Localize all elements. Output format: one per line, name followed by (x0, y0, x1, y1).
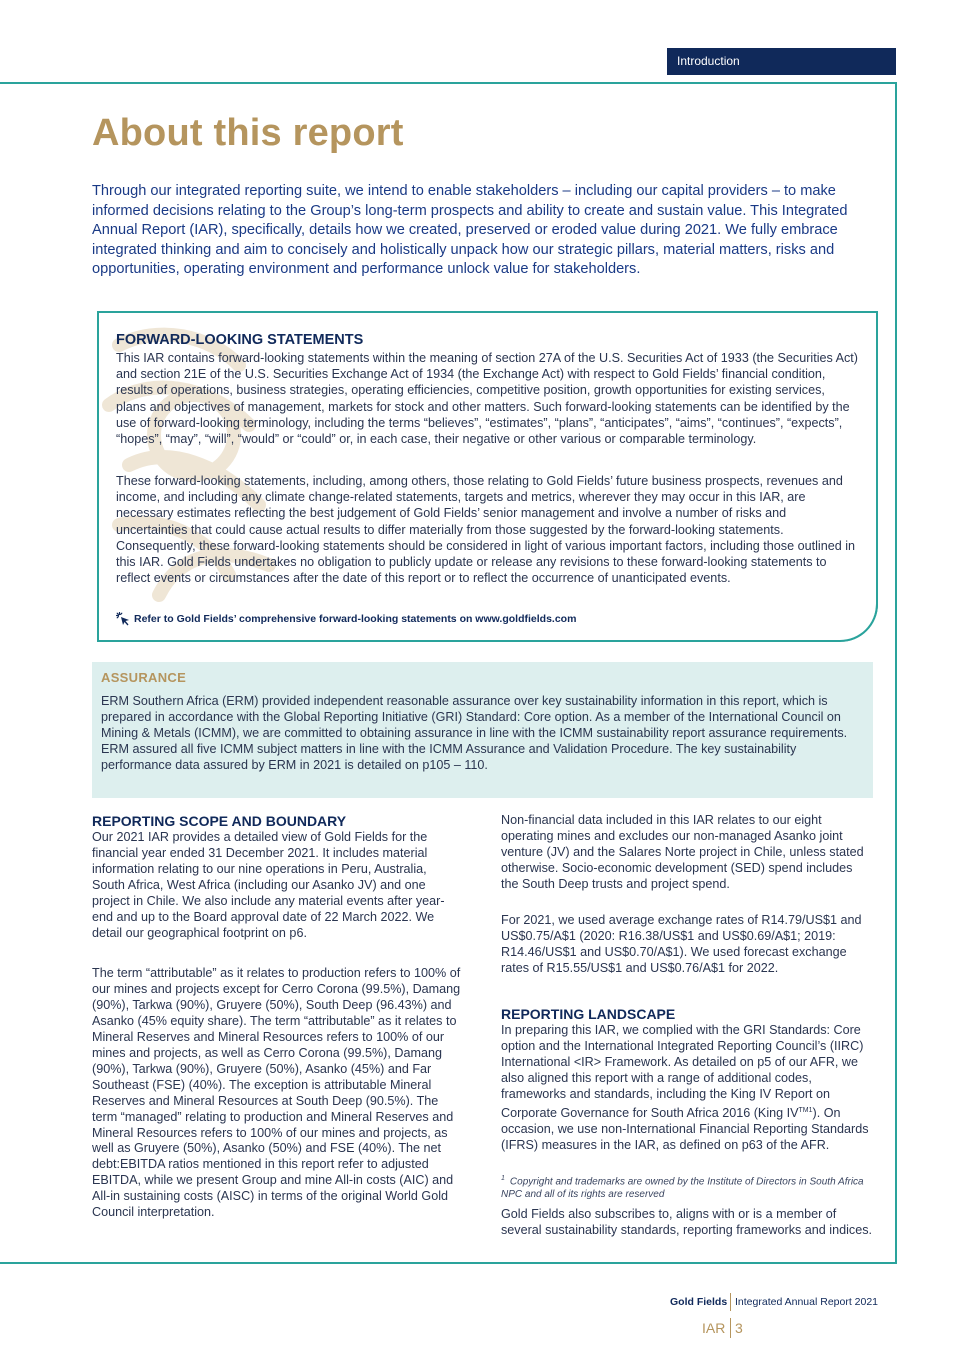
scope-paragraph-1: Our 2021 IAR provides a detailed view of Gold Fields for the financial year ended 31 December 2021. It includes material information relating to our nine operations in Peru, Australia, South Africa, West Africa (including our Asanko JV) and one project in Chile. We also include any material events after year-end and up to the Board approval date of 22 March 2022. We detail our geographical footprint on p6. (92, 830, 445, 940)
forward-looking-paragraph-2: These forward-looking statements, including, among others, those relating to Gold Fields’ future business prospects, revenues and income, and including any climate change-related statements, targets and metrics, wherever they may occur in this IAR, are necessary estimates reflecting the best judgement of Gold Fields’ senior management and involve a number of risks and uncertainties that could cause actual results to differ materially from those suggested by the forward-looking statements. Consequently, these forward-looking statements should be considered in light of various important factors, including those outlined in this IAR. Gold Fields undertakes no obligation to publicly update or release any revisions to these forward-looking statements to reflect events or circumstances after the date of this report or to reflect the occurrence of unanticipated events. (116, 474, 856, 586)
pointer-click-icon (116, 612, 130, 626)
frame-right-rule (895, 82, 897, 1264)
frame-top-rule (0, 82, 897, 84)
landscape-footnote: $^1$ Copyright and trademarks are owned by the Institute of Directors in South Africa NPC and all of its rights are reserved (501, 1175, 864, 1201)
landscape-paragraph-2: Gold Fields also subscribes to, aligns with or is a member of several sustainability standards, reporting frameworks and indices. (501, 1207, 872, 1237)
page-number: 3 (735, 1320, 743, 1336)
scope-paragraph-2: The term “attributable” as it relates to production refers to 100% of our mines and projects except for Cerro Corona (99.5%), Damang (90%), Tarkwa (90%), Gruyere (50%), South Deep (96.43%) and Asanko (45% equity share). The term “attributable” as it relates to Mineral Reserves and Mineral Resources refers to 100% of our mines and projects, as well as Cerro Corona (99.5%), Damang (90%), Tarkwa (90%), Gruyere (50%), Asanko (45%) and Far Southeast (FSE) (40%). The exception is attributable Mineral Reserves and Mineral Resources at South Deep (90.5%). The term “managed” relating to production and Mineral Reserves and Mineral Resources refers to 100% of our mines and projects, as well as Gruyere (50%), Asanko (50%) and FSE (40%). The net debt:EBITDA ratios mentioned in this report refer to adjusted EBITDA, while we present Group and mine All-in costs (AIC) and All-in sustaining costs (AISC) in terms of the original World Gold Council interpretation. (92, 966, 461, 1220)
page-number-divider (730, 1318, 731, 1338)
scope-heading: REPORTING SCOPE AND BOUNDARY (92, 813, 347, 829)
footer-divider (730, 1293, 731, 1311)
assurance-heading: ASSURANCE (101, 670, 187, 685)
page-title: About this report (92, 112, 404, 154)
assurance-box (92, 662, 873, 798)
scope-paragraph-4: For 2021, we used average exchange rates of R14.79/US$1 and US$0.75/A$1 (2020: R16.38/US$1 and US$0.69/A$1; 2019: R14.46/US$1 and US$0.70/A$1). We used forecast exchange rates of R15.55/US$1 and US$0.76/A$1 for 2022. (501, 913, 862, 975)
frame-bottom-rule (0, 1262, 897, 1264)
section-tab: Introduction (667, 48, 896, 75)
forward-looking-reference-text[interactable]: Refer to Gold Fields’ comprehensive forward-looking statements on www.goldfields.com (134, 613, 577, 625)
scope-paragraph-3: Non-financial data included in this IAR relates to our eight operating mines and excludes our non-managed Asanko joint venture (JV) and the Salares Norte project in Chile, unless stated otherwise. Socio-economic development (SED) spend includes the South Deep trusts and project spend. (501, 813, 864, 891)
footer-section-label: IAR (702, 1320, 726, 1336)
assurance-body: ERM Southern Africa (ERM) provided independent reasonable assurance over key sustainability information in this report, which is prepared in accordance with the Global Reporting Initiative (GRI) Standard: Core option. As a member of the International Council on Mining & Metals (ICMM), we are committed to obtaining assurance in line with the ICMM sustainability report assurance requirements. ERM assured all five ICMM subject matters in line with the ICMM Assurance and Validation Procedure. The key sustainability performance data assured by ERM in 2021 is detailed on p105 – 110. (101, 694, 848, 772)
footer-report-title: Integrated Annual Report 2021 (735, 1296, 879, 1308)
forward-looking-paragraph-1: This IAR contains forward-looking statements within the meaning of section 27A of the U.S. Securities Act of 1933 (the Securities Act) and section 21E of the U.S. Securities Exchange Act of 1934 (the Exchange Act) with respect to Gold Fields’ financial condition, results of operations, business strategies, operating efficiencies, competitive position, growth opportunities for existing services, plans and objectives of management, markets for stock and other matters. Such forward-looking statements can be identified by the use of forward-looking terminology, including the terms “believes”, “estimates”, “plans”, “anticipates”, “aims”, “continues”, “expects”, “hopes”, “may”, “will”, “would” or “could” or, in each case, their negative or other various or comparable terminology. (116, 351, 859, 447)
intro-paragraph: Through our integrated reporting suite, we intend to enable stakeholders – including our capital providers – to make informed decisions relating to the Group’s long-term prospects and ability to create and sustain value. This Integrated Annual Report (IAR), specifically, details how we created, preserved or eroded value during 2021. We fully embrace integrated thinking and aim to concisely and holistically unpack how our strategic pillars, material matters, risks and opportunities, operating environment and performance unlock value for stakeholders. (92, 183, 848, 277)
footer-brand: Gold Fields (670, 1296, 728, 1308)
forward-looking-reference-link[interactable] (116, 612, 576, 626)
landscape-paragraph-1: In preparing this IAR, we complied with the GRI Standards: Core option and the International Integrated Reporting Council’s (IIRC) International <IR> Framework. As detailed on p5 of our AFR, we also aligned this report with a range of additional codes, frameworks and standards, including the King IV Report on Corporate Governance for South Africa 2016 (King $IV^{TM1}$). On occasion, we use non-International Financial Reporting Standards (IFRS) measures in the IAR, as defined on p63 of the AFR. (501, 1023, 869, 1152)
forward-looking-heading: FORWARD-LOOKING STATEMENTS (116, 332, 364, 348)
landscape-heading: REPORTING LANDSCAPE (501, 1006, 676, 1022)
